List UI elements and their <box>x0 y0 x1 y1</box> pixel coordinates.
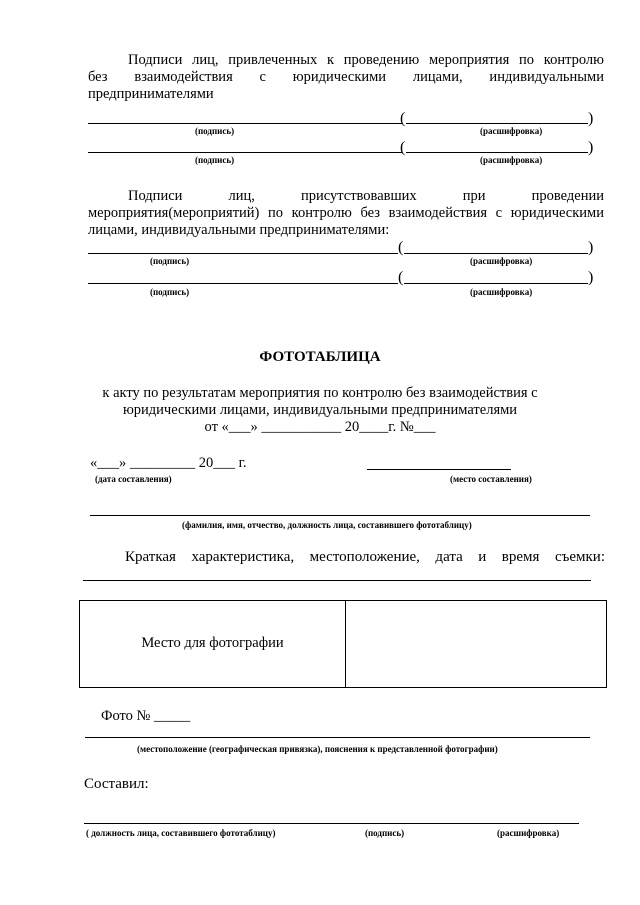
date-label: (дата составления) <box>95 474 172 484</box>
section2-line2: мероприятия(мероприятий) по контролю без взаимодействия с юридическими <box>88 205 604 221</box>
subtitle-line3: от «___» ___________ 20____г. №___ <box>204 419 436 435</box>
section1-line3: предпринимателями <box>88 86 214 102</box>
signature-line-4[interactable] <box>88 283 398 284</box>
footer-signature-label: (подпись) <box>365 828 405 838</box>
decode-label: (расшифровка) <box>470 287 533 297</box>
compiler-line[interactable] <box>90 515 590 516</box>
decode-label: (расшифровка) <box>470 256 533 266</box>
page-title: ФОТОТАБЛИЦА <box>259 349 381 365</box>
signature-line-2[interactable] <box>88 152 402 153</box>
footer-decode-label: (расшифровка) <box>497 828 560 838</box>
signature-label: (подпись) <box>150 287 190 297</box>
brief-heading: Краткая характеристика, местоположение, дата и время съемки: <box>125 549 605 565</box>
footer-line[interactable] <box>84 823 579 824</box>
photo-placeholder: Место для фотографии <box>141 635 284 651</box>
decode-label: (расшифровка) <box>480 126 543 136</box>
decode-label: (расшифровка) <box>480 155 543 165</box>
open-paren: ( <box>400 110 406 127</box>
open-paren: ( <box>398 239 404 256</box>
date-field[interactable]: «___» _________ 20___ г. <box>90 455 247 471</box>
decode-line-1[interactable] <box>406 123 588 124</box>
photo-number[interactable]: Фото № _____ <box>101 708 191 724</box>
signature-label: (подпись) <box>195 126 235 136</box>
compiler-label: (фамилия, имя, отчество, должность лица, составившего фототаблицу) <box>182 520 472 530</box>
photo-table <box>79 600 607 688</box>
subtitle <box>0 385 640 436</box>
open-paren: ( <box>398 269 404 286</box>
place-line[interactable] <box>367 469 511 470</box>
subtitle-line2: юридическими лицами, индивидуальными предпринимателями <box>122 402 518 418</box>
signature-line-3[interactable] <box>88 253 398 254</box>
location-label: (местоположение (географическая привязка), пояснения к представленной фотографии) <box>137 744 498 754</box>
section2-line1: Подписи лиц, присутствовавших при проведении <box>128 188 604 204</box>
section1-line1: Подписи лиц, привлеченных к проведению мероприятия по контролю <box>128 52 604 68</box>
section1-text <box>88 52 604 103</box>
location-line[interactable] <box>85 737 590 738</box>
composed-label: Составил: <box>84 776 149 792</box>
subtitle-line1: к акту по результатам мероприятия по контролю без взаимодействия с <box>102 385 538 401</box>
close-paren: ) <box>588 139 594 156</box>
signature-label: (подпись) <box>195 155 235 165</box>
footer-position-label: ( должность лица, составившего фототаблицу) <box>86 828 276 838</box>
section2-line3: лицами, индивидуальными предпринимателями: <box>88 222 390 238</box>
close-paren: ) <box>588 269 594 286</box>
decode-line-3[interactable] <box>404 253 588 254</box>
table-divider <box>345 601 346 687</box>
place-label: (место составления) <box>450 474 532 484</box>
open-paren: ( <box>400 139 406 156</box>
brief-line[interactable] <box>83 580 591 581</box>
signature-line-1[interactable] <box>88 123 402 124</box>
decode-line-4[interactable] <box>404 283 588 284</box>
decode-line-2[interactable] <box>406 152 588 153</box>
close-paren: ) <box>588 239 594 256</box>
section2-text <box>88 188 604 239</box>
section1-line2: без взаимодействия с юридическими лицами, индивидуальными <box>88 69 604 85</box>
signature-label: (подпись) <box>150 256 190 266</box>
close-paren: ) <box>588 110 594 127</box>
